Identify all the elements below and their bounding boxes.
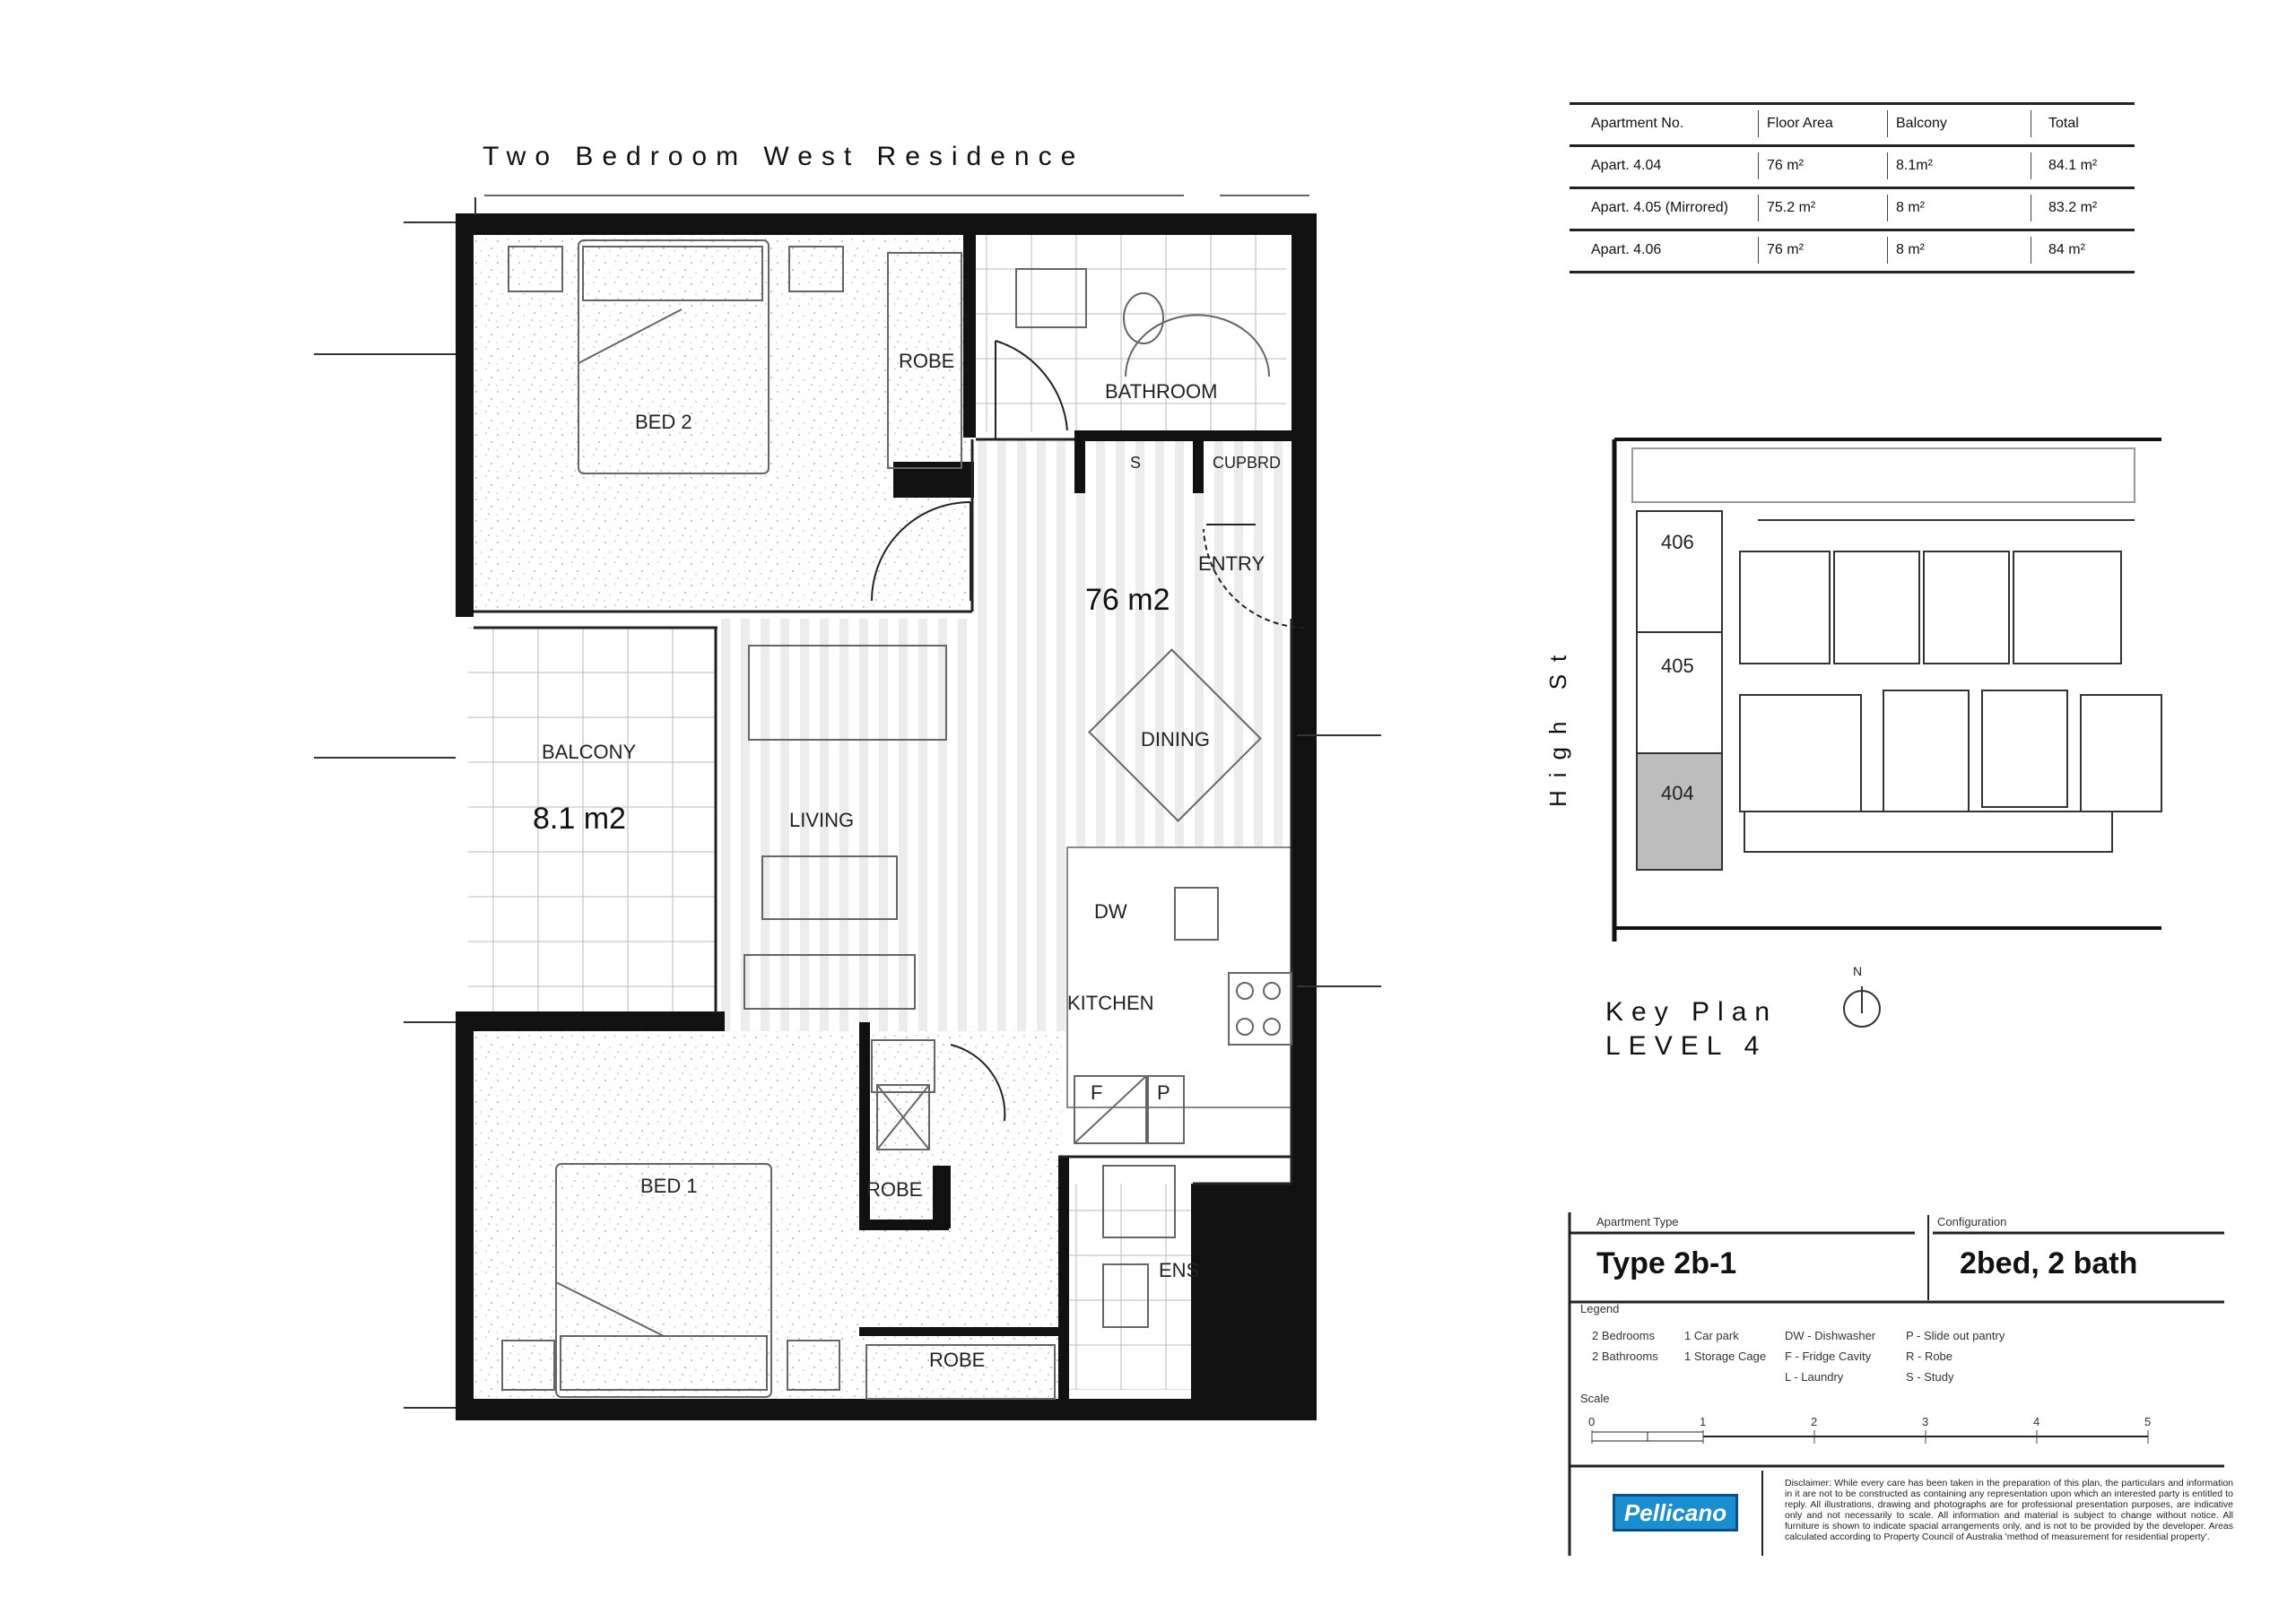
table-header-floor-area: Floor Area (1767, 116, 1833, 131)
north-label: N (1853, 964, 1863, 978)
key-plan-unit-406: 406 (1661, 531, 1694, 553)
table-row (1570, 189, 2135, 231)
pellicano-logo: Pellicano (1613, 1494, 1738, 1532)
room-label-fridge: F (1091, 1081, 1103, 1104)
key-plan-unit-404: 404 (1661, 782, 1694, 804)
table-cell: 8.1m² (1896, 158, 1933, 173)
key-plan-title (1605, 995, 1778, 1063)
table-header-apartment: Apartment No. (1591, 116, 1684, 131)
legend-item: P - Slide out pantry (1906, 1329, 2005, 1342)
area-label-balcony: 8.1 m2 (533, 802, 626, 836)
room-label-robe-bottom: ROBE (929, 1349, 986, 1371)
table-header-total: Total (2048, 116, 2079, 131)
north-arrow-icon (1844, 986, 1880, 1027)
room-label-robe-top: ROBE (899, 350, 955, 372)
room-label-bed2: BED 2 (635, 411, 692, 433)
room-label-balcony: BALCONY (542, 741, 637, 763)
configuration-label: Configuration (1937, 1215, 2007, 1228)
key-plan-title-line1: Key Plan (1605, 997, 1779, 1027)
scale-tick-label: 2 (1811, 1415, 1818, 1428)
kitchen-bench (1067, 847, 1292, 1107)
apartment-type-value: Type 2b-1 (1596, 1246, 1737, 1280)
page-title: Two Bedroom West Residence (483, 142, 1085, 171)
room-label-kitchen: KITCHEN (1067, 992, 1154, 1014)
room-label-cupboard: CUPBRD (1213, 454, 1282, 472)
legend-item: DW - Dishwasher (1785, 1329, 1876, 1342)
scale-tick-label: 3 (1922, 1415, 1929, 1428)
table-cell: 8 m² (1896, 200, 1925, 215)
table-row (1570, 231, 2135, 273)
table-cell: 84 m² (2048, 242, 2085, 257)
room-label-entry: ENTRY (1198, 552, 1265, 575)
table-cell: 76 m² (1767, 242, 1804, 257)
street-label: High St (1544, 642, 1571, 807)
legend-item: 2 Bathrooms (1592, 1350, 1658, 1363)
table-cell: Apart. 4.04 (1591, 158, 1662, 173)
legend-item: R - Robe (1906, 1350, 1953, 1363)
room-label-pantry: P (1157, 1081, 1170, 1104)
legend-label: Legend (1580, 1302, 1620, 1315)
unit-404-highlight (1637, 753, 1722, 870)
area-label-main: 76 m2 (1085, 583, 1170, 617)
scale-label: Scale (1580, 1392, 1610, 1405)
scale-tick-label: 4 (2033, 1415, 2040, 1428)
bed1-floor (468, 1031, 1062, 1399)
table-header-balcony: Balcony (1896, 116, 1947, 131)
room-label-bed1: BED 1 (640, 1175, 698, 1197)
scale-tick-label: 0 (1588, 1415, 1596, 1428)
key-plan-unit-405: 405 (1661, 655, 1694, 677)
disclaimer-text: Disclaimer: While every care has been taken in the preparation of this plan, the particulars and information in it are not to be constructed as containing any representation upon which an interested party is entitled to reply. All illustrations, drawing and photographs are for professional presentation purposes, are indicative only and not necessarily to scale. All information and material is subject to change without notice. All furniture is shown to indicate spacial arrangements only, and is not to be provided by the developer. Areas calculated according to Property Council of Australia 'method of measurement for residential property'. (1785, 1478, 2233, 1542)
room-label-robe-mid: ROBE (866, 1178, 923, 1201)
table-cell: 84.1 m² (2048, 158, 2098, 173)
room-label-dining: DINING (1141, 728, 1210, 751)
key-plan-title-line2: LEVEL 4 (1605, 1031, 1768, 1061)
room-label-living: LIVING (789, 809, 855, 831)
apartment-type-label: Apartment Type (1596, 1215, 1679, 1228)
scale-tick-label: 5 (2144, 1415, 2152, 1428)
table-cell: 83.2 m² (2048, 200, 2098, 215)
legend-item: L - Laundry (1785, 1370, 1844, 1384)
legend-item: 1 Car park (1684, 1329, 1739, 1342)
room-label-ens: ENS (1159, 1259, 1200, 1281)
table-cell: 76 m² (1767, 158, 1804, 173)
room-label-dw: DW (1094, 900, 1127, 923)
legend-item: F - Fridge Cavity (1785, 1350, 1872, 1363)
legend-item: 2 Bedrooms (1592, 1329, 1656, 1342)
table-header-row (1570, 102, 2135, 147)
table-cell: Apart. 4.05 (Mirrored) (1591, 200, 1728, 215)
scale-tick-label: 1 (1700, 1415, 1707, 1428)
table-cell: 8 m² (1896, 242, 1925, 257)
room-label-bathroom: BATHROOM (1105, 380, 1218, 403)
table-cell: 75.2 m² (1767, 200, 1816, 215)
legend-item: 1 Storage Cage (1684, 1350, 1767, 1363)
apartment-area-table (1570, 102, 2135, 273)
room-label-study: S (1130, 454, 1142, 472)
table-row (1570, 147, 2135, 189)
key-plan-drawing (1614, 439, 2161, 942)
configuration-value: 2bed, 2 bath (1960, 1246, 2138, 1280)
legend-item: S - Study (1906, 1370, 1954, 1384)
table-cell: Apart. 4.06 (1591, 242, 1662, 257)
